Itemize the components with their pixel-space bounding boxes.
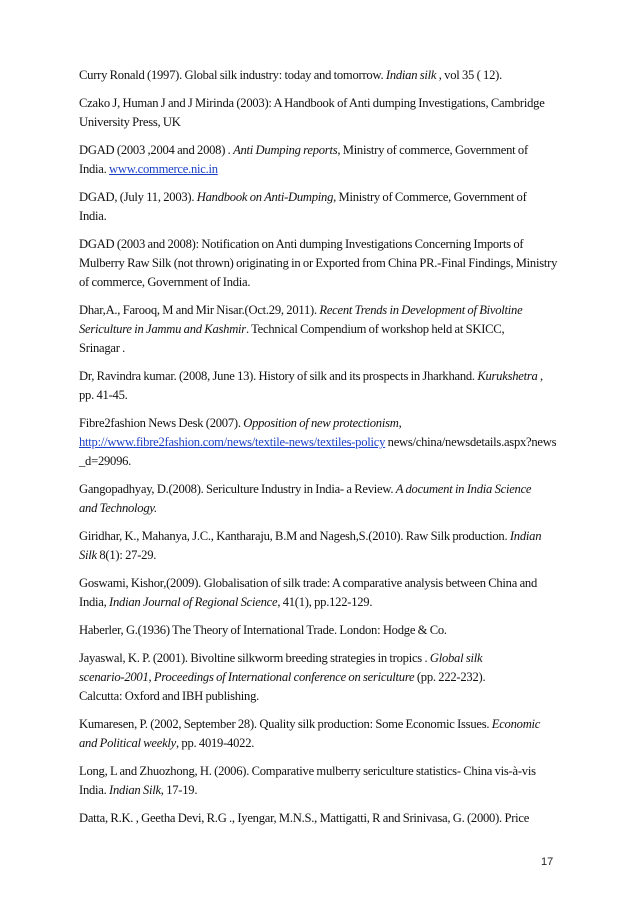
reference-text: University Press, UK <box>79 115 181 129</box>
reference-text: Dr, Ravindra kumar. (2008, June 13). History of silk and its prospects in Jharkhand. <box>79 369 478 383</box>
reference-text: Goswami, Kishor,(2009). Globalisation of silk trade: A comparative analysis between China and <box>79 576 538 590</box>
reference-line <box>79 188 564 207</box>
reference-text: India, <box>79 595 110 609</box>
italic-title-text: Kurukshetra <box>477 369 538 383</box>
reference-entry <box>79 809 564 828</box>
reference-entry <box>79 301 564 358</box>
reference-line <box>79 339 564 358</box>
italic-title-text: Silk <box>79 548 97 562</box>
reference-line <box>79 649 564 668</box>
reference-text: DGAD, (July 11, 2003). <box>79 190 197 204</box>
reference-entry <box>79 66 564 85</box>
italic-title-text: and Technology. <box>79 501 157 515</box>
reference-entry <box>79 480 564 518</box>
reference-text: Datta, R.K. , Geetha Devi, R.G ., Iyengar, M.N.S., Mattigatti, R and Srinivasa, G. (2000). Price <box>79 811 530 825</box>
italic-title-text: Indian silk <box>385 68 437 82</box>
reference-line <box>79 480 564 499</box>
reference-text: 8(1): 27-29. <box>96 548 157 562</box>
reference-text: Gangopadhyay, D.(2008). Sericulture Industry in India- a Review. <box>79 482 396 496</box>
reference-line <box>79 668 564 687</box>
reference-text: , Ministry of Commerce, Government of <box>333 190 527 204</box>
reference-line <box>79 734 564 753</box>
reference-line <box>79 320 564 339</box>
reference-text: of commerce, Government of India. <box>79 275 251 289</box>
reference-text: Long, L and Zhuozhong, H. (2006). Comparative mulberry sericulture statistics- China vis-à-vis <box>79 764 536 778</box>
italic-title-text: A document in India Science <box>395 482 532 496</box>
reference-line <box>79 715 564 734</box>
reference-text: , <box>398 416 402 430</box>
reference-entry <box>79 574 564 612</box>
italic-title-text: Economic <box>491 717 541 731</box>
reference-text: _d=29096. <box>79 454 132 468</box>
italic-title-text: and Political weekly <box>79 736 177 750</box>
reference-entry <box>79 188 564 226</box>
reference-text: Haberler, G.(1936) The Theory of International Trade. London: Hodge & Co. <box>79 623 447 637</box>
reference-text: Dhar,A., Farooq, M and Mir Nisar.(Oct.29, 2011). <box>79 303 320 317</box>
reference-line <box>79 235 564 254</box>
reference-text: pp. 41-45. <box>79 388 128 402</box>
reference-line <box>79 433 564 452</box>
reference-line <box>79 254 564 273</box>
reference-line <box>79 66 564 85</box>
reference-text: , Ministry of commerce, Government of <box>337 143 528 157</box>
reference-entry <box>79 141 564 179</box>
reference-text: Fibre2fashion News Desk (2007). <box>79 416 244 430</box>
reference-entry <box>79 94 564 132</box>
reference-line <box>79 687 564 706</box>
reference-line <box>79 113 564 132</box>
reference-line <box>79 574 564 593</box>
reference-text: , pp. 4019-4022. <box>176 736 255 750</box>
reference-line <box>79 762 564 781</box>
italic-title-text: Indian Journal of Regional Science <box>109 595 278 609</box>
reference-text: Mulberry Raw Silk (not thrown) originating in or Exported from China PR.-Final Findings, Ministry <box>79 256 558 270</box>
italic-title-text: Indian <box>509 529 542 543</box>
italic-title-text: Recent Trends in Development of Bivoltine <box>319 303 523 317</box>
reference-line <box>79 301 564 320</box>
reference-line <box>79 809 564 828</box>
reference-text: Jayaswal, K. P. (2001). Bivoltine silkworm breeding strategies in tropics . <box>79 651 430 665</box>
reference-list <box>79 66 564 837</box>
reference-text: , 41(1), pp.122-129. <box>277 595 373 609</box>
reference-text: , vol 35 ( 12). <box>436 68 502 82</box>
reference-link[interactable]: www.commerce.nic.in <box>109 162 218 176</box>
reference-line <box>79 593 564 612</box>
reference-entry <box>79 235 564 292</box>
reference-line <box>79 367 564 386</box>
reference-line <box>79 141 564 160</box>
reference-text: Czako J, Human J and J Mirinda (2003): A Handbook of Anti dumping Investigations, Cambridge <box>79 96 545 110</box>
reference-line <box>79 386 564 405</box>
italic-title-text: Sericulture in Jammu and Kashmir <box>79 322 246 336</box>
reference-text: Kumaresen, P. (2002, September 28). Quality silk production: Some Economic Issues. <box>79 717 492 731</box>
reference-link[interactable]: http://www.fibre2fashion.com/news/textile-news/textiles-policy <box>79 435 386 449</box>
reference-text: India. <box>79 162 110 176</box>
reference-text: news/china/newsdetails.aspx?news <box>385 435 557 449</box>
reference-line <box>79 160 564 179</box>
reference-text: Calcutta: Oxford and IBH publishing. <box>79 689 260 703</box>
reference-text: Srinagar . <box>79 341 126 355</box>
reference-entry <box>79 414 564 471</box>
reference-text: , <box>537 369 543 383</box>
reference-line <box>79 414 564 433</box>
reference-line <box>79 207 564 226</box>
italic-title-text: Anti Dumping reports <box>233 143 338 157</box>
italic-title-text: Global silk <box>429 651 483 665</box>
reference-line <box>79 499 564 518</box>
reference-text: , 17-19. <box>160 783 198 797</box>
reference-text: DGAD (2003 ,2004 and 2008) . <box>79 143 234 157</box>
reference-text: Giridhar, K., Mahanya, J.C., Kantharaju, B.M and Nagesh,S.(2010). Raw Silk production. <box>79 529 510 543</box>
reference-entry <box>79 367 564 405</box>
reference-line <box>79 273 564 292</box>
reference-line <box>79 452 564 471</box>
reference-entry <box>79 621 564 640</box>
reference-entry <box>79 715 564 753</box>
italic-title-text: Indian Silk <box>109 783 161 797</box>
reference-line <box>79 781 564 800</box>
italic-title-text: Handbook on Anti-Dumping <box>196 190 334 204</box>
italic-title-text: scenario-2001, Proceedings of International conference on sericulture <box>79 670 415 684</box>
reference-entry <box>79 649 564 706</box>
reference-text: Curry Ronald (1997). Global silk industry: today and tomorrow. <box>79 68 386 82</box>
reference-line <box>79 94 564 113</box>
italic-title-text: Opposition of new protectionism <box>243 416 399 430</box>
reference-text: India. <box>79 209 107 223</box>
reference-entry <box>79 527 564 565</box>
page-number: 17 <box>541 856 554 868</box>
reference-text: DGAD (2003 and 2008): Notification on Anti dumping Investigations Concerning Imports of <box>79 237 524 251</box>
reference-line <box>79 546 564 565</box>
reference-text: (pp. 222-232). <box>414 670 486 684</box>
reference-entry <box>79 762 564 800</box>
reference-line <box>79 621 564 640</box>
reference-text: . Technical Compendium of workshop held at SKICC, <box>245 322 505 336</box>
reference-line <box>79 527 564 546</box>
reference-text: India. <box>79 783 110 797</box>
